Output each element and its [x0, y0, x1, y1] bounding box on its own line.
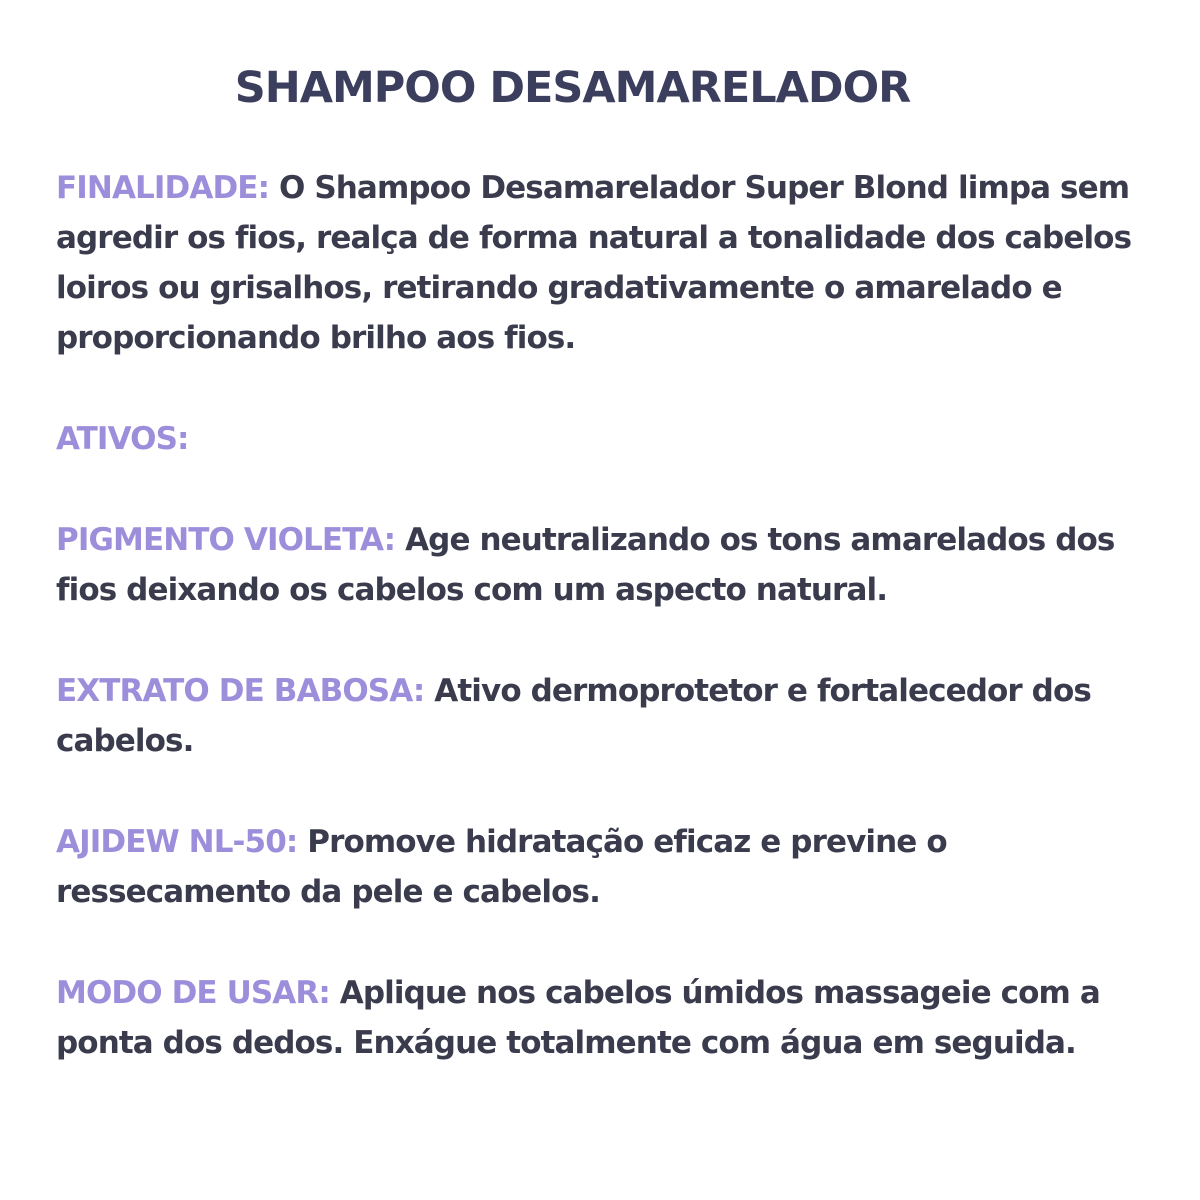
page-title: SHAMPOO DESAMARELADOR	[234, 63, 911, 113]
section-text: Ativo dermoprotetor e fortalecedor dos cabelos.	[56, 673, 1091, 759]
section-label: PIGMENTO VIOLETA:	[56, 522, 396, 558]
section-text: O Shampoo Desamarelador Super Blond limpa sem agredir os fios, realça de forma natural a tonalidade dos cabelos loiros ou grisalhos, retirando gradativamente o amarelado e proporcionando brilho aos fios.	[56, 170, 1132, 356]
section-finalidade	[56, 163, 1176, 363]
section-modo-de-usar	[56, 968, 1176, 1068]
section-ajidew	[56, 817, 1176, 917]
section-label: AJIDEW NL-50:	[56, 824, 298, 860]
section-label: FINALIDADE:	[56, 170, 270, 206]
section-label: EXTRATO DE BABOSA:	[56, 673, 425, 709]
section-label: MODO DE USAR:	[56, 975, 330, 1011]
section-text: Age neutralizando os tons amarelados dos fios deixando os cabelos com um aspecto natural.	[56, 522, 1115, 608]
section-text: Promove hidratação eficaz e previne o ressecamento da pele e cabelos.	[56, 824, 947, 910]
section-ativos	[56, 414, 1176, 464]
section-label: ATIVOS:	[56, 421, 189, 457]
section-text: Aplique nos cabelos úmidos massageie com a ponta dos dedos. Enxágue totalmente com água em seguida.	[56, 975, 1100, 1061]
section-extrato-de-babosa	[56, 666, 1176, 766]
section-pigmento-violeta	[56, 515, 1176, 615]
